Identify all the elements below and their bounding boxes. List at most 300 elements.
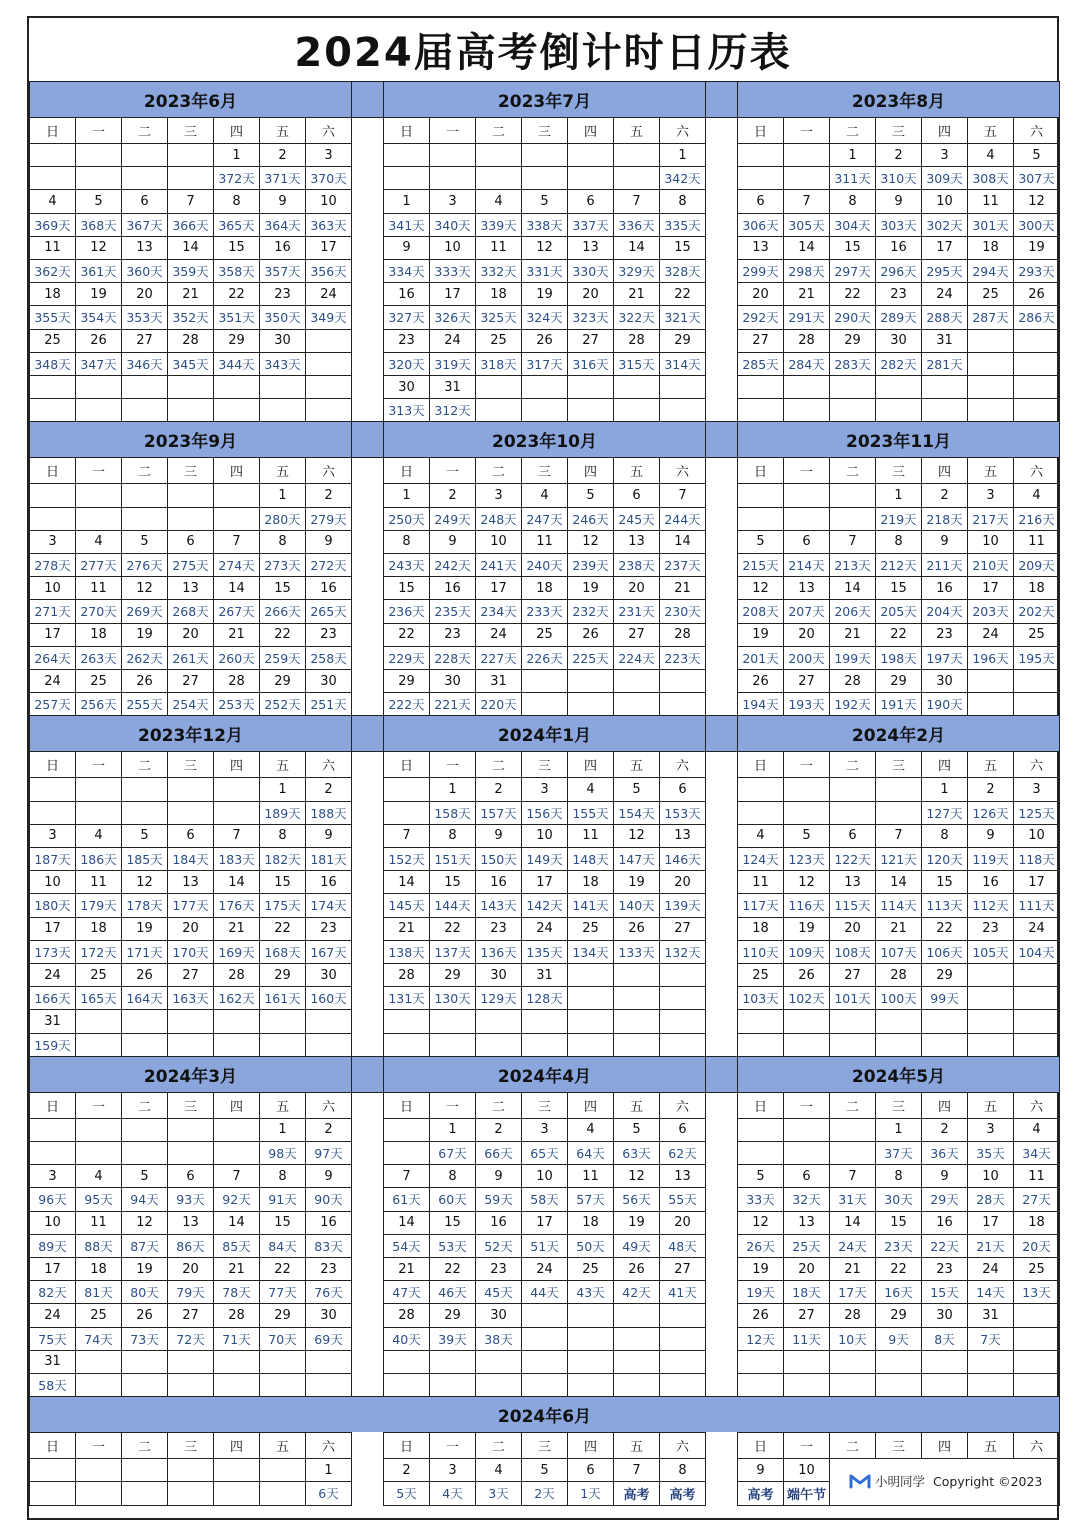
countdown-days: 138天 <box>383 940 430 964</box>
countdown-days <box>875 1373 922 1397</box>
date-number: 6 <box>567 189 614 213</box>
weekday-label: 三 <box>521 117 568 144</box>
date-number: 22 <box>383 623 430 647</box>
countdown-days: 315天 <box>613 352 660 376</box>
date-number: 8 <box>429 824 476 848</box>
date-number: 26 <box>737 669 784 693</box>
countdown-days <box>967 352 1014 376</box>
countdown-days: 248天 <box>475 507 522 531</box>
countdown-days: 103天 <box>737 986 784 1010</box>
date-number: 3 <box>967 483 1014 507</box>
countdown-days: 11天 <box>783 1327 830 1351</box>
date-number: 6 <box>613 483 660 507</box>
countdown-days: 370天 <box>305 166 352 190</box>
countdown-days <box>737 1373 784 1397</box>
date-number <box>75 1458 122 1482</box>
countdown-days: 206天 <box>829 599 876 623</box>
date-number: 1 <box>305 1458 352 1482</box>
date-number: 8 <box>383 530 430 554</box>
date-number: 4 <box>1013 483 1060 507</box>
weekday-label: 五 <box>259 751 306 778</box>
month-header: 2023年12月 <box>29 715 352 752</box>
weekday-label: 日 <box>29 1092 76 1119</box>
date-number: 11 <box>567 824 614 848</box>
month-header: 2023年9月 <box>29 421 352 458</box>
date-number: 25 <box>75 1303 122 1327</box>
weekday-label: 六 <box>1013 1432 1060 1459</box>
countdown-days: 318天 <box>475 352 522 376</box>
countdown-days: 182天 <box>259 847 306 871</box>
date-number <box>429 143 476 167</box>
countdown-days: 339天 <box>475 213 522 237</box>
date-number: 15 <box>429 870 476 894</box>
countdown-days: 173天 <box>29 940 76 964</box>
date-number <box>567 1350 614 1374</box>
weekday-label: 日 <box>383 1432 430 1459</box>
weekday-label: 三 <box>521 457 568 484</box>
countdown-days <box>475 1033 522 1057</box>
countdown-days: 371天 <box>259 166 306 190</box>
date-number <box>783 777 830 801</box>
countdown-days: 25天 <box>783 1234 830 1258</box>
countdown-days: 137天 <box>429 940 476 964</box>
date-number: 13 <box>659 1164 706 1188</box>
countdown-days <box>967 986 1014 1010</box>
date-number: 7 <box>213 530 260 554</box>
date-number: 17 <box>921 236 968 260</box>
countdown-days: 253天 <box>213 692 260 716</box>
date-number: 10 <box>967 530 1014 554</box>
date-number: 12 <box>121 576 168 600</box>
countdown-days: 369天 <box>29 213 76 237</box>
countdown-days: 63天 <box>613 1141 660 1165</box>
countdown-days: 29天 <box>921 1187 968 1211</box>
countdown-days: 155天 <box>567 801 614 825</box>
countdown-days: 81天 <box>75 1280 122 1304</box>
date-number: 2 <box>921 1118 968 1142</box>
countdown-days: 203天 <box>967 599 1014 623</box>
countdown-days: 44天 <box>521 1280 568 1304</box>
date-number <box>29 375 76 399</box>
countdown-days: 13天 <box>1013 1280 1060 1304</box>
date-number: 9 <box>921 530 968 554</box>
countdown-days: 265天 <box>305 599 352 623</box>
date-number <box>213 1458 260 1482</box>
column-gap <box>705 751 738 1055</box>
exam-label: 高考 <box>659 1481 706 1505</box>
date-number: 28 <box>167 329 214 353</box>
countdown-days <box>475 1373 522 1397</box>
countdown-days: 332天 <box>475 259 522 283</box>
countdown-days: 5天 <box>383 1481 430 1505</box>
date-number: 6 <box>829 824 876 848</box>
date-number: 26 <box>783 963 830 987</box>
weekday-label: 四 <box>567 751 614 778</box>
countdown-days: 287天 <box>967 305 1014 329</box>
date-number: 19 <box>737 623 784 647</box>
countdown-days <box>829 801 876 825</box>
countdown-days: 127天 <box>921 801 968 825</box>
countdown-days <box>75 1033 122 1057</box>
footer-brand: 小明同学 <box>875 1474 926 1490</box>
date-number: 23 <box>305 623 352 647</box>
countdown-days: 149天 <box>521 847 568 871</box>
date-number: 1 <box>259 1118 306 1142</box>
date-number: 15 <box>259 576 306 600</box>
header-gap <box>351 421 384 458</box>
countdown-days <box>737 1141 784 1165</box>
countdown-days: 147天 <box>613 847 660 871</box>
weekday-label: 一 <box>429 751 476 778</box>
date-number: 7 <box>213 824 260 848</box>
date-number: 25 <box>737 963 784 987</box>
weekday-label: 六 <box>1013 1092 1060 1119</box>
exam-label: 高考 <box>737 1481 784 1505</box>
countdown-days <box>567 692 614 716</box>
countdown-days: 93天 <box>167 1187 214 1211</box>
date-number: 4 <box>737 824 784 848</box>
countdown-days: 132天 <box>659 940 706 964</box>
date-number: 4 <box>475 1458 522 1482</box>
countdown-days: 37天 <box>875 1141 922 1165</box>
weekday-label: 五 <box>613 117 660 144</box>
weekday-label: 一 <box>429 1092 476 1119</box>
date-number: 18 <box>1013 1211 1060 1235</box>
countdown-days: 262天 <box>121 646 168 670</box>
countdown-days <box>567 1033 614 1057</box>
date-number: 18 <box>967 236 1014 260</box>
countdown-days: 227天 <box>475 646 522 670</box>
date-number: 22 <box>659 282 706 306</box>
countdown-days: 283天 <box>829 352 876 376</box>
date-number: 15 <box>829 236 876 260</box>
date-number <box>567 963 614 987</box>
date-number: 20 <box>567 282 614 306</box>
date-number: 29 <box>259 963 306 987</box>
date-number: 24 <box>305 282 352 306</box>
countdown-days: 221天 <box>429 692 476 716</box>
date-number <box>213 1350 260 1374</box>
date-number: 9 <box>921 1164 968 1188</box>
date-number: 24 <box>521 1257 568 1281</box>
countdown-days: 271天 <box>29 599 76 623</box>
date-number <box>921 1009 968 1033</box>
date-number <box>613 963 660 987</box>
date-number: 18 <box>475 282 522 306</box>
date-number: 5 <box>783 824 830 848</box>
date-number: 21 <box>213 1257 260 1281</box>
countdown-days: 22天 <box>921 1234 968 1258</box>
weekday-label: 一 <box>429 117 476 144</box>
countdown-days: 334天 <box>383 259 430 283</box>
month-header: 2024年2月 <box>737 715 1060 752</box>
date-number: 27 <box>167 963 214 987</box>
weekday-label: 四 <box>921 457 968 484</box>
date-number: 4 <box>475 189 522 213</box>
date-number: 13 <box>167 1211 214 1235</box>
date-number: 21 <box>213 623 260 647</box>
date-number: 4 <box>567 1118 614 1142</box>
countdown-days: 357天 <box>259 259 306 283</box>
column-gap <box>705 117 738 421</box>
countdown-days: 115天 <box>829 893 876 917</box>
countdown-days: 347天 <box>75 352 122 376</box>
date-number: 3 <box>521 1118 568 1142</box>
date-number: 23 <box>305 917 352 941</box>
date-number: 24 <box>29 669 76 693</box>
countdown-days: 310天 <box>875 166 922 190</box>
countdown-days: 75天 <box>29 1327 76 1351</box>
weekday-label: 四 <box>213 751 260 778</box>
weekday-label: 日 <box>737 457 784 484</box>
date-number: 26 <box>75 329 122 353</box>
date-number: 29 <box>429 1303 476 1327</box>
weekday-label: 日 <box>383 457 430 484</box>
countdown-days <box>659 398 706 422</box>
date-number <box>967 669 1014 693</box>
countdown-days <box>921 1033 968 1057</box>
date-number: 9 <box>475 1164 522 1188</box>
date-number: 10 <box>29 1211 76 1235</box>
date-number: 9 <box>875 189 922 213</box>
countdown-days <box>305 398 352 422</box>
countdown-days: 164天 <box>121 986 168 1010</box>
countdown-days: 324天 <box>521 305 568 329</box>
countdown-days: 41天 <box>659 1280 706 1304</box>
date-number: 28 <box>213 1303 260 1327</box>
date-number <box>29 483 76 507</box>
date-number: 10 <box>967 1164 1014 1188</box>
date-number: 25 <box>475 329 522 353</box>
countdown-days <box>613 1033 660 1057</box>
date-number: 5 <box>121 1164 168 1188</box>
date-number: 22 <box>259 1257 306 1281</box>
countdown-days: 241天 <box>475 553 522 577</box>
date-number: 12 <box>121 870 168 894</box>
date-number: 12 <box>737 576 784 600</box>
date-number: 20 <box>613 576 660 600</box>
date-number <box>475 375 522 399</box>
countdown-days: 171天 <box>121 940 168 964</box>
date-number: 16 <box>875 236 922 260</box>
date-number <box>29 1458 76 1482</box>
countdown-days: 119天 <box>967 847 1014 871</box>
weekday-label: 一 <box>75 1092 122 1119</box>
date-number <box>167 1458 214 1482</box>
weekday-label: 三 <box>521 1432 568 1459</box>
countdown-days: 188天 <box>305 801 352 825</box>
date-number: 8 <box>429 1164 476 1188</box>
weekday-label: 五 <box>967 751 1014 778</box>
date-number <box>75 375 122 399</box>
date-number: 25 <box>29 329 76 353</box>
month-header: 2023年7月 <box>383 81 706 118</box>
countdown-days <box>121 1373 168 1397</box>
countdown-days: 366天 <box>167 213 214 237</box>
date-number: 24 <box>475 623 522 647</box>
weekday-label: 二 <box>121 1432 168 1459</box>
date-number: 17 <box>521 870 568 894</box>
date-number: 18 <box>521 576 568 600</box>
countdown-days <box>613 692 660 716</box>
date-number: 20 <box>121 282 168 306</box>
date-number: 14 <box>875 870 922 894</box>
date-number: 6 <box>567 1458 614 1482</box>
countdown-days: 251天 <box>305 692 352 716</box>
countdown-days: 158天 <box>429 801 476 825</box>
countdown-days: 226天 <box>521 646 568 670</box>
countdown-days: 110天 <box>737 940 784 964</box>
countdown-days: 272天 <box>305 553 352 577</box>
weekday-label: 一 <box>429 1432 476 1459</box>
date-number: 13 <box>659 824 706 848</box>
countdown-days: 348天 <box>29 352 76 376</box>
weekday-label: 四 <box>567 1432 614 1459</box>
weekday-label: 三 <box>167 117 214 144</box>
date-number: 2 <box>305 777 352 801</box>
date-number <box>121 1458 168 1482</box>
countdown-days: 52天 <box>475 1234 522 1258</box>
date-number: 2 <box>475 1118 522 1142</box>
date-number <box>75 1350 122 1374</box>
weekday-label: 四 <box>567 457 614 484</box>
date-number: 23 <box>475 1257 522 1281</box>
column-gap <box>705 457 738 715</box>
countdown-days: 280天 <box>259 507 306 531</box>
date-number <box>213 777 260 801</box>
date-number: 14 <box>383 870 430 894</box>
countdown-days: 74天 <box>75 1327 122 1351</box>
countdown-days: 208天 <box>737 599 784 623</box>
date-number <box>213 1118 260 1142</box>
date-number <box>383 143 430 167</box>
countdown-days <box>29 507 76 531</box>
countdown-days: 57天 <box>567 1187 614 1211</box>
weekday-label: 日 <box>29 117 76 144</box>
date-number: 17 <box>29 1257 76 1281</box>
countdown-days: 14天 <box>967 1280 1014 1304</box>
date-number: 24 <box>521 917 568 941</box>
date-number: 5 <box>567 483 614 507</box>
date-number <box>259 375 306 399</box>
countdown-days <box>567 398 614 422</box>
countdown-days <box>1013 1327 1060 1351</box>
date-number: 7 <box>829 530 876 554</box>
date-number: 30 <box>383 375 430 399</box>
date-number <box>1013 963 1060 987</box>
countdown-days: 1天 <box>567 1481 614 1505</box>
date-number: 27 <box>167 1303 214 1327</box>
countdown-days: 124天 <box>737 847 784 871</box>
date-number: 22 <box>875 623 922 647</box>
date-number: 16 <box>967 870 1014 894</box>
countdown-days: 79天 <box>167 1280 214 1304</box>
countdown-days <box>783 1373 830 1397</box>
date-number: 11 <box>1013 530 1060 554</box>
date-number: 17 <box>305 236 352 260</box>
countdown-days: 31天 <box>829 1187 876 1211</box>
countdown-days: 104天 <box>1013 940 1060 964</box>
date-number <box>1013 1009 1060 1033</box>
countdown-days <box>29 1141 76 1165</box>
date-number: 4 <box>29 189 76 213</box>
date-number: 16 <box>921 576 968 600</box>
countdown-days: 215天 <box>737 553 784 577</box>
date-number: 6 <box>167 824 214 848</box>
countdown-days: 98天 <box>259 1141 306 1165</box>
countdown-days: 61天 <box>383 1187 430 1211</box>
date-number: 20 <box>167 917 214 941</box>
countdown-days <box>121 507 168 531</box>
countdown-days <box>213 1481 260 1505</box>
countdown-days: 142天 <box>521 893 568 917</box>
date-number: 30 <box>429 669 476 693</box>
countdown-days: 237天 <box>659 553 706 577</box>
date-number: 7 <box>783 189 830 213</box>
countdown-days: 69天 <box>305 1327 352 1351</box>
countdown-days: 72天 <box>167 1327 214 1351</box>
date-number: 1 <box>429 1118 476 1142</box>
date-number: 14 <box>213 870 260 894</box>
weekday-label: 五 <box>967 457 1014 484</box>
date-number <box>259 1350 306 1374</box>
weekday-label: 三 <box>167 1092 214 1119</box>
countdown-days <box>429 1373 476 1397</box>
countdown-days: 97天 <box>305 1141 352 1165</box>
countdown-days <box>121 1481 168 1505</box>
date-number: 14 <box>659 530 706 554</box>
date-number: 15 <box>875 576 922 600</box>
date-number: 11 <box>967 189 1014 213</box>
weekday-label: 日 <box>737 1092 784 1119</box>
date-number <box>783 375 830 399</box>
column-gap <box>351 117 384 421</box>
countdown-days <box>429 166 476 190</box>
countdown-days <box>783 398 830 422</box>
date-number: 27 <box>783 1303 830 1327</box>
countdown-days: 365天 <box>213 213 260 237</box>
countdown-days: 355天 <box>29 305 76 329</box>
date-number <box>783 1009 830 1033</box>
countdown-days: 50天 <box>567 1234 614 1258</box>
countdown-days: 308天 <box>967 166 1014 190</box>
countdown-days: 134天 <box>567 940 614 964</box>
date-number: 6 <box>167 530 214 554</box>
countdown-days: 120天 <box>921 847 968 871</box>
countdown-days: 84天 <box>259 1234 306 1258</box>
countdown-days <box>167 1481 214 1505</box>
countdown-days: 372天 <box>213 166 260 190</box>
date-number: 4 <box>75 824 122 848</box>
countdown-days: 292天 <box>737 305 784 329</box>
date-number <box>829 1350 876 1374</box>
countdown-days: 336天 <box>613 213 660 237</box>
countdown-days <box>967 398 1014 422</box>
countdown-days: 40天 <box>383 1327 430 1351</box>
weekday-label: 五 <box>967 1092 1014 1119</box>
date-number <box>737 375 784 399</box>
date-number <box>783 1118 830 1142</box>
date-number: 2 <box>259 143 306 167</box>
countdown-days <box>659 1373 706 1397</box>
countdown-days: 316天 <box>567 352 614 376</box>
weekday-label: 三 <box>875 117 922 144</box>
date-number: 19 <box>121 623 168 647</box>
countdown-days: 285天 <box>737 352 784 376</box>
countdown-days: 114天 <box>875 893 922 917</box>
column-gap <box>351 1092 384 1396</box>
date-number: 7 <box>383 1164 430 1188</box>
